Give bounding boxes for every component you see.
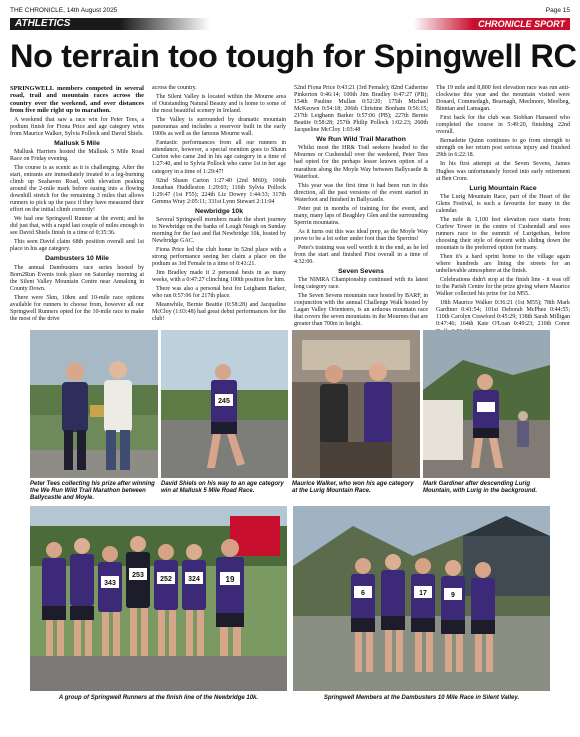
paragraph: Then it's a hard sprint home to the village again where hundreds are lining the streets for an unbelievable atmosphere at the finish.: [436, 254, 570, 275]
section-athletics: ATHLETICS: [10, 18, 135, 30]
paragraph: The mile & 1,100 feet elevation race starts from Curfew Tower in the centre of Cushendall and sees runners race to the summit of Lurigethan, before choosing their style of descent with sliding down the mountain is the preferred option for many.: [436, 216, 570, 251]
section-sport: SPORT: [534, 19, 565, 29]
bib-number: 9: [451, 592, 455, 599]
paragraph: This year was the first time it had been run in this direction, all the past versions of the event started in Waterfoot and finished in Ballycastle.: [294, 182, 428, 203]
section-chronicle: CHRONICLE: [478, 19, 532, 29]
issue-date: THE CHRONICLE, 14th August 2025: [10, 6, 118, 14]
paragraph: There was also a personal best for Leighann Barker, who ran 0:57:06 for 217th place.: [152, 286, 286, 300]
bib-number: 17: [419, 590, 427, 597]
caption-mark-gardiner: Mark Gardiner after descending Lurig Mountain, with Lurig in the background.: [423, 481, 537, 494]
results-list: 18th Maurice Walker 0:36:21 (1st M55); 78th Mark Gardiner 0:41:54; 101st Deborah McPhee 0:44:55; 110th Carolyn Crawford 0:45:29; 138th Sarah Milligan 0:47:46; 164th Kate O'Loan 0:49:23; 210th Conor: [436, 300, 570, 328]
paragraph: Peter put in months of training for the event, and many, many laps of Beaghley Glen and the surrounding Sperrin mountains.: [294, 205, 428, 226]
paragraph: The course is as scenic as it is challenging. After the start, entrants are immediately treated to a leg-burning climb up Seahaven Road, with elevation peaking around the 2-mile mark before easing into a flowing downhill stretch for the remaining 3 miles that allows runners to pick up the pace if they have measured their effort on the initial climb correctly!: [10, 164, 144, 214]
paragraph: Meanwhile, Bernie Beattie (0:58:28) and Jacqueline McCloy (1:03:48) had great debut performances for the club!: [152, 302, 286, 323]
paragraph: Several Springwell members made the short journey to Newbridge on the banks of Lough Neagh on Sunday morning for the fast and flat Newbridge 10k, hosted by Newbridge GAC.: [152, 216, 286, 244]
caption-peter-tees: Peter Tees collecting his prize after winning the We Run Wild Trail Marathon between Ballycastle and Moyle.: [30, 481, 155, 501]
paragraph: across the country.: [152, 85, 197, 91]
bib-number: 245: [218, 398, 230, 405]
column-3: [294, 85, 428, 330]
subheading: We Run Wild Trail Marathon: [316, 136, 406, 144]
column-1: [10, 85, 144, 330]
bib-number: 252: [160, 576, 172, 583]
bib-number: 343: [104, 580, 116, 587]
paragraph: The Lurig Mountain Race, part of the Heart of the Glens Festival, is such a favourite for many in the calendar.: [436, 193, 570, 214]
subheading: Newbridge 10k: [195, 207, 243, 215]
paragraph: The Seven Sevens mountain race hosted by BARF, in conjunction with the annual Challenge Walk hosted by Lagan Valley Orienteers, is an arduous mountain race that covers the seven mountains in the Mournes that are greater than 700m in height.: [294, 293, 428, 328]
bib-number: 324: [188, 576, 200, 583]
paragraph: Whilst most the HR& Trail seekers headed to the Mournes or Cushendall over the weekend, Peter Tees had opted for the perhaps lesser known option of a marathon along the Moyle Way between Ballycastle & Waterfoot.: [294, 145, 428, 180]
paragraph: Peter's training was well worth it in the end, as he led from the start and finished First overall in a time of 4:32:00.: [294, 244, 428, 266]
bib-number: 253: [132, 572, 144, 579]
paragraph: The Valley is surrounded by dramatic mountain panoramas and includes a reservoir built in the early 1900s as well as the famous Mourne wall.: [152, 117, 286, 138]
bib-number: 19: [225, 575, 235, 584]
paragraph: A weekend that saw a race win for Peter Tees, a podium finish for Fiona Price and age category wins from Maurice Walker, Sylvia Pollock and David Shiels.: [10, 116, 144, 137]
photo-david-shiels: [161, 330, 288, 478]
paragraph: The annual Dambusters race series hosted by Born2Run Events took place on Saturday morning at the Silent Valley Mountain Centre near Annalong in County Down.: [10, 264, 144, 292]
photo-dambusters-group: [293, 506, 550, 691]
section-bar: [120, 18, 210, 30]
page-header: [10, 5, 570, 15]
headline: No terrain too tough for Spingwell RC: [10, 38, 577, 74]
article-body: [10, 85, 570, 330]
caption-david-shiels: David Shiels on his way to an age category win at Mallusk 5 Mile Road Race.: [161, 481, 284, 494]
section-chronicle-sport: [413, 18, 570, 30]
photo-mark-gardiner: [423, 330, 550, 478]
subheading: Seven Sevens: [338, 268, 384, 276]
photo-peter-tees: [30, 330, 158, 478]
column-4: [436, 85, 570, 330]
paragraph: In his first attempt at the Seven Sevens, James Hughes was unfortunately forced into early retirement at Ben Crom.: [436, 161, 570, 182]
paragraph: Jim Bradley made it 2 personal bests in as many weeks, with a 0:47:27 clinching 100th position for him.: [152, 270, 286, 284]
lead-paragraph: SPRINGWELL members competed in several road, trail and mountain races across the country over the weekend, and over distances from five mile right up to marathon.: [10, 85, 144, 115]
results-list: 92nd Shaun Carton 1:27:40 (2nd M60); 106th Jonathan Huddleston 1:29:03; 116th Sylvia Pollock 1:29:47 (1st F55); 224th Liz Dowey 1:44:33; 317th Gemma Wray 2:05:11; 331st Lynn Stewart 2:11:04: [152, 177, 286, 205]
paragraph: Bernadette Quinn continues to go from strength to strength on her return post serious injury and finished 29th in 6:22:18.: [436, 138, 570, 159]
results-list: 52nd Fiona Price 0:43:21 (3rd Female); 82nd Catherine Pinkerton 0:46:14; 100th Jim Bradley 0:47:27 (PB); 154th Pauline Mullan 0:52:20; 175th Michael McKeown 0:54:18; 206th Christine Bonham 0:56:15; 217th Leighann Barker 0:57:06 (PB); 227th Bernie Beattie 0:58:28; 257th Philip Pollock 1:02:23; 260th Jacqueline McCloy 1:03:48: [294, 85, 428, 134]
paragraph: We had one Springwell Runner at the event; and he did just that, with a rapid last couple of miles enough to see David Shiels finish in a time of 0:35:36.: [10, 216, 144, 237]
column-2: [152, 85, 286, 330]
paragraph: Fantastic performances from all our runners in attendance, however, a special mention goes to Shaun Carton who came 2nd in his age category in a time of 1:27:40, and to Sylvia Pollock who came 1st in her age category in a time of 1:29:47!: [152, 140, 286, 175]
photo-maurice-walker: [292, 330, 420, 478]
section-bar-red: [413, 18, 473, 30]
bib-number: 6: [361, 590, 365, 597]
paragraph: The Silent Valley is located within the Mourne area of Outstanding Natural Beauty and is home to some of the most beautiful scenery in Ireland.: [152, 94, 286, 115]
paragraph: Mallusk Harriers hosted the Mallusk 5 Mile Road Race on Friday evening.: [10, 148, 144, 162]
caption-newbridge-group: A group of Springwell Runners at the finish line of the Newbridge 10k.: [58, 695, 259, 701]
paragraph: Celebrations didn't stop at the finish line - it was off to the Parish Centre for the prize giving where Maurice Walker collected his prize for 1st M55.: [436, 277, 570, 298]
paragraph: This seen David claim 68th position overall and 1st place in his age category.: [10, 239, 144, 253]
paragraph: The 19 mile and 8,800 feet elevation race was run anti-clockwise this year and the mountain visited were Donard, Commedagh, Bearnagh, Meelmore, Meelbeg, Binnian and Lamagan.: [436, 85, 570, 113]
caption-maurice-walker: Maurice Walker, who won his age category at the Lurig Mountain Race.: [292, 481, 414, 494]
photo-newbridge-group: [30, 506, 287, 691]
page-number: Page 15: [545, 6, 570, 14]
subheading: Dambusters 10 Mile: [45, 255, 109, 263]
caption-dambusters-group: Springwell Members at the Dambusters 10 Mile Race in Silent Valley.: [323, 695, 520, 701]
paragraph: There were 5km, 10km and 10-mile race options available for runners to choose from, however all our Springwell Runners opted for the 10-mile race to make the most of the drive: [10, 294, 144, 322]
paragraph: The NIMRA Championship continued with its latest long category race.: [294, 277, 428, 291]
paragraph: First back for the club was Siobhan Hanaeed who completed the course in 5:49:20, finishing 22nd overall.: [436, 115, 570, 136]
paragraph: Fiona Price led the club home in 52nd place with a strong performance seeing her claim a place on the podium as 3rd Female in a time of 0:43:21.: [152, 246, 286, 268]
subheading: Mallusk 5 Mile: [54, 139, 100, 147]
section-label: [473, 18, 570, 30]
subheading: Lurig Mountain Race: [469, 184, 537, 192]
paragraph: As it turns out this was ideal prep, as the Moyle Way prove to be a lot softer under foot than the Sperrins!: [294, 228, 428, 242]
